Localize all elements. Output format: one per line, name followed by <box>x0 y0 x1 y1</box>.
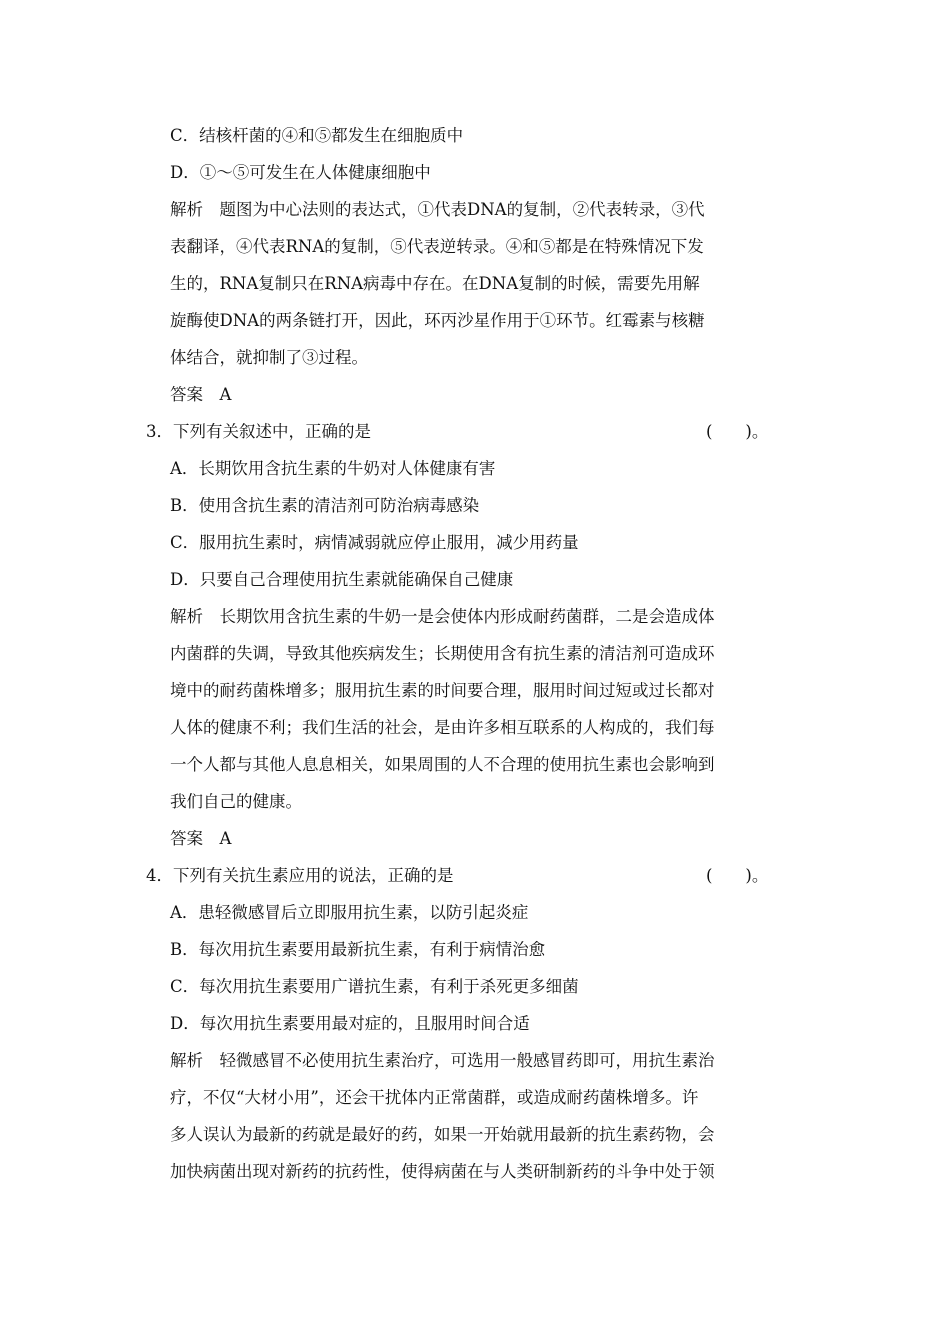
q4-analysis-line: 多人误认为最新的药就是最好的药，如果一开始就用最新的抗生素药物，会 <box>170 1125 715 1144</box>
q2-analysis-line: 生的，RNA复制只在RNA病毒中存在。在DNA复制的时候，需要先用解 <box>170 274 700 293</box>
q3-stem: 3．下列有关叙述中，正确的是 <box>146 422 371 441</box>
q3-answer: 答案 A <box>170 829 232 848</box>
q4-analysis-line: 疗，不仅“大材小用”，还会干扰体内正常菌群，或造成耐药菌株增多。许 <box>170 1088 699 1107</box>
q3-analysis-line: 境中的耐药菌株增多；服用抗生素的时间要合理，服用时间过短或过长都对 <box>170 681 715 700</box>
q3-option-c: C．服用抗生素时，病情减弱就应停止服用，减少用药量 <box>170 533 579 552</box>
q3-analysis-line: 内菌群的失调，导致其他疾病发生；长期使用含有抗生素的清洁剂可造成环 <box>170 644 715 663</box>
q2-analysis-line: 旋酶使DNA的两条链打开，因此，环丙沙星作用于①环节。红霉素与核糖 <box>170 311 705 330</box>
q4-option-d: D．每次用抗生素要用最对症的，且服用时间合适 <box>170 1014 530 1033</box>
q3-option-d: D．只要自己合理使用抗生素就能确保自己健康 <box>170 570 514 589</box>
q4-analysis-line: 加快病菌出现对新药的抗药性，使得病菌在与人类研制新药的斗争中处于领 <box>170 1162 715 1181</box>
q2-analysis-line: 解析 题图为中心法则的表达式，①代表DNA的复制，②代表转录，③代 <box>170 200 705 219</box>
q4-option-a: A．患轻微感冒后立即服用抗生素，以防引起炎症 <box>170 903 529 922</box>
q2-option-d: D．①～⑤可发生在人体健康细胞中 <box>170 163 431 182</box>
q3-analysis-line: 解析 长期饮用含抗生素的牛奶一是会使体内形成耐药菌群，二是会造成体 <box>170 607 715 626</box>
q2-answer: 答案 A <box>170 385 232 404</box>
q4-stem: 4．下列有关抗生素应用的说法，正确的是 <box>146 866 454 885</box>
q4-answer-blank: ( )。 <box>706 866 769 885</box>
q3-option-a: A．长期饮用含抗生素的牛奶对人体健康有害 <box>170 459 496 478</box>
q4-option-b: B．每次用抗生素要用最新抗生素，有利于病情治愈 <box>170 940 546 959</box>
q3-answer-blank: ( )。 <box>706 422 769 441</box>
q3-analysis-line: 一个人都与其他人息息相关，如果周围的人不合理的使用抗生素也会影响到 <box>170 755 715 774</box>
q2-option-c: C．结核杆菌的④和⑤都发生在细胞质中 <box>170 126 464 145</box>
q4-option-c: C．每次用抗生素要用广谱抗生素，有利于杀死更多细菌 <box>170 977 579 996</box>
q4-analysis-line: 解析 轻微感冒不必使用抗生素治疗，可选用一般感冒药即可，用抗生素治 <box>170 1051 715 1070</box>
q2-analysis-line: 表翻译，④代表RNA的复制，⑤代表逆转录。④和⑤都是在特殊情况下发 <box>170 237 704 256</box>
q2-analysis-line: 体结合，就抑制了③过程。 <box>170 348 368 367</box>
q3-option-b: B．使用含抗生素的清洁剂可防治病毒感染 <box>170 496 480 515</box>
q3-analysis-line: 人体的健康不利；我们生活的社会，是由许多相互联系的人构成的，我们每 <box>170 718 715 737</box>
q3-analysis-line: 我们自己的健康。 <box>170 792 302 811</box>
